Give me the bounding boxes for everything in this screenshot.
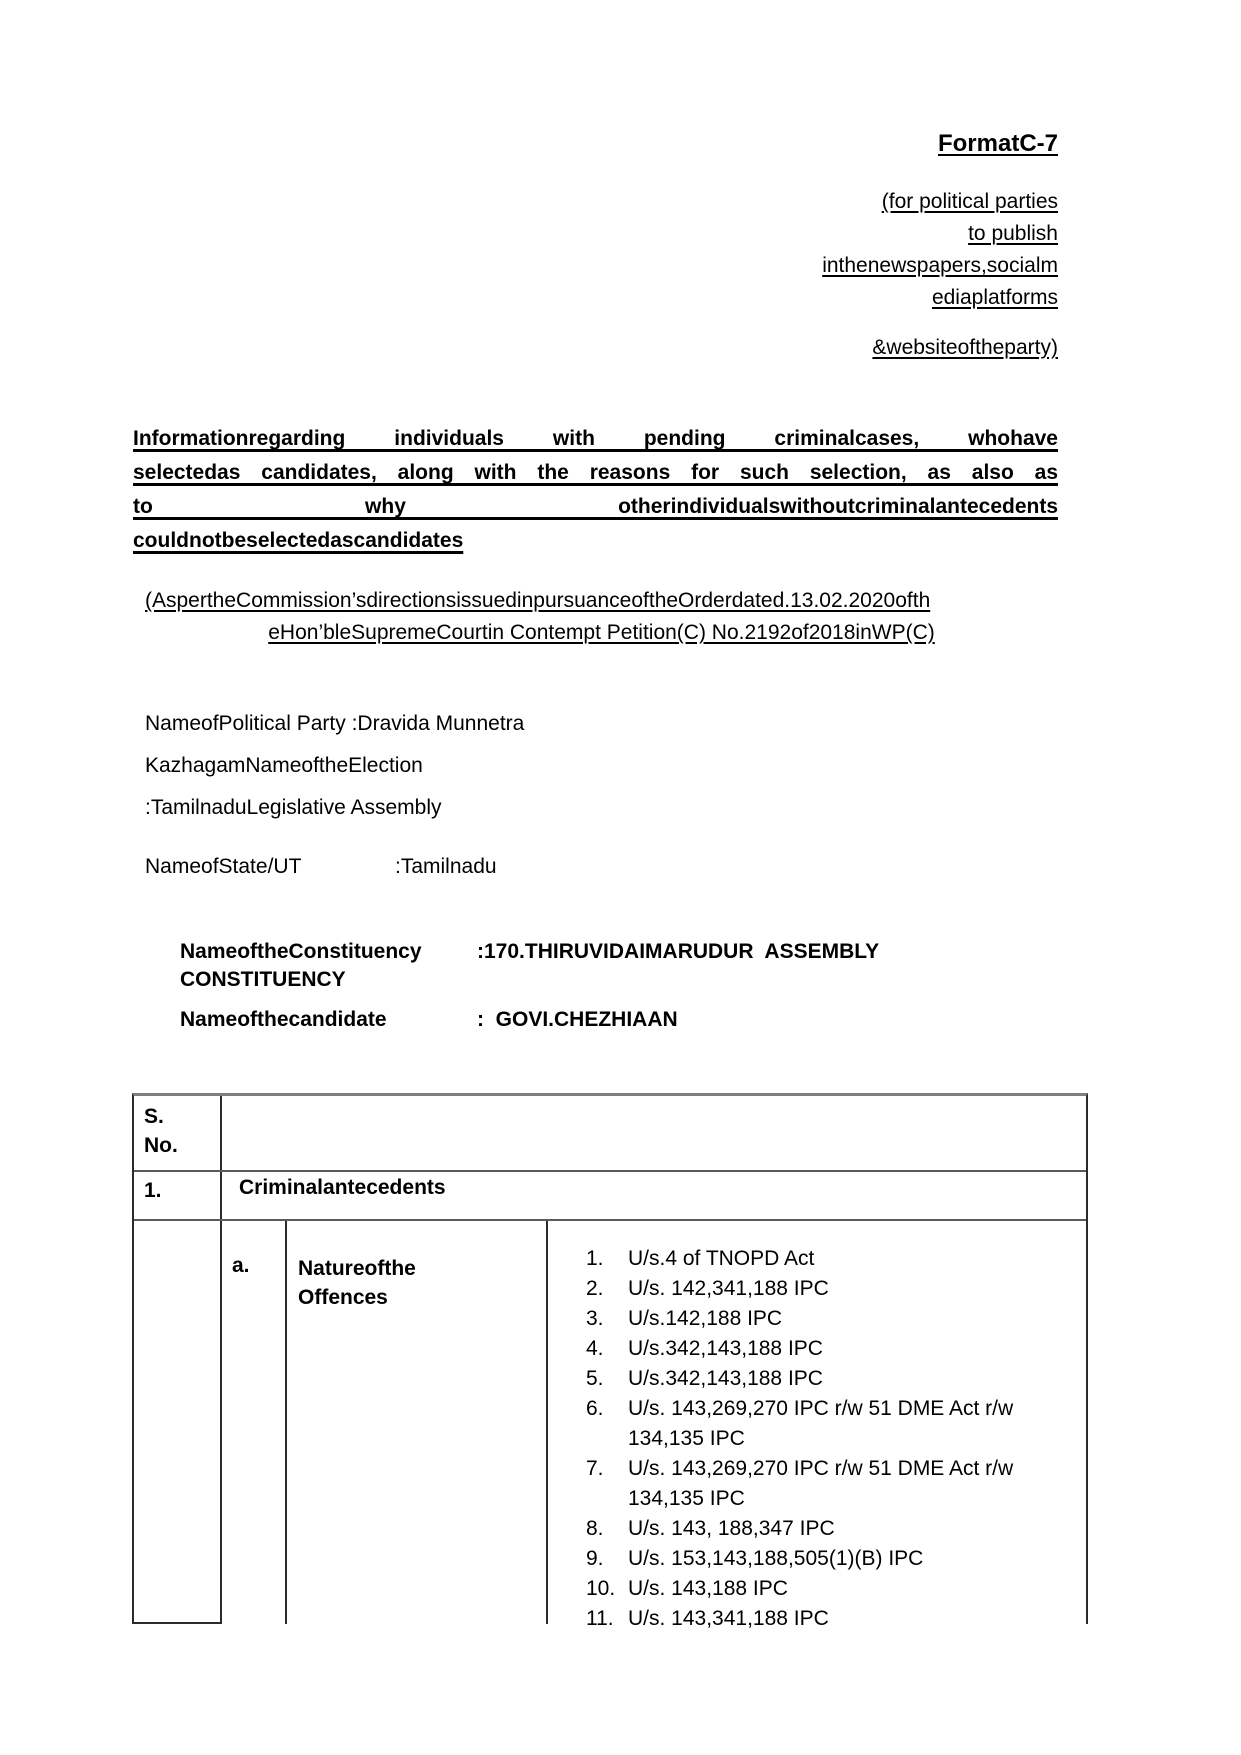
heading-line: to why otherindividualswithoutcriminalantecedents [133,495,1058,518]
row-number-cell: 1. [134,1172,222,1219]
candidate-value: : GOVI.CHEZHIAAN [477,1008,678,1031]
election-name-line: :TamilnaduLegislative Assembly [145,796,442,819]
constituency-label: NameoftheConstituency [180,940,422,963]
offence-number: 10. [586,1577,616,1600]
table-header-row [134,1096,1086,1172]
offence-number: 8. [586,1517,604,1540]
offence-item [586,1574,1086,1604]
table-row [134,1221,1086,1630]
sno-header-cell [134,1096,222,1170]
offence-number: 9. [586,1547,604,1570]
offence-text: U/s.342,143,188 IPC [628,1367,823,1390]
party-name-line: NameofPolitical Party :Dravida Munnetra [145,712,525,735]
party-block [145,703,524,829]
offence-text: U/s. 143, 188,347 IPC [628,1517,835,1540]
offence-item [586,1394,1086,1454]
offence-text: U/s.142,188 IPC [628,1307,783,1330]
order-note-line: (AspertheCommission’sdirectionsissuedinpursuanceoftheOrderdated.13.02.2020ofth [145,589,931,612]
candidate-line [180,1008,678,1032]
offence-item [586,1244,1086,1274]
heading-line: Informationregarding individuals with pending criminalcases, whohave [133,427,1058,450]
heading-line: selectedas candidates, along with the reasons for such selection, as also as [133,461,1058,484]
offence-item [586,1304,1086,1334]
offence-number: 3. [586,1307,604,1330]
publish-note-line: (for political parties [881,190,1058,213]
constituency-value-line2: CONSTITUENCY [180,968,346,991]
offence-text: U/s. 143,341,188 IPC [628,1607,829,1630]
offence-text: U/s. 143,269,270 IPC r/w 51 DME Act r/w 134,135 IPC [628,1397,1014,1450]
header-empty-cell [222,1096,1086,1170]
offence-text: U/s. 153,143,188,505(1)(B) IPC [628,1547,924,1570]
sub-item-label-cell: a. [222,1221,287,1624]
constituency-block [180,938,879,994]
offence-item [586,1274,1086,1304]
state-label: NameofState/UT [145,855,302,878]
website-note: &websiteoftheparty) [872,336,1058,359]
offence-number: 5. [586,1367,604,1390]
publish-note [822,186,1058,314]
format-label: FormatC-7 [937,130,1058,157]
sno-header-line: S. [144,1105,164,1128]
offence-item [586,1514,1086,1544]
antecedents-table [132,1093,1088,1630]
offences-list [548,1221,1086,1630]
offence-item [586,1334,1086,1364]
offence-text: U/s. 143,269,270 IPC r/w 51 DME Act r/w 134,135 IPC [628,1457,1014,1510]
main-heading [133,422,1058,558]
offence-text: U/s.342,143,188 IPC [628,1337,823,1360]
offence-item [586,1604,1086,1634]
offence-number: 11. [586,1607,614,1630]
offence-number: 1. [586,1247,604,1270]
publish-note-line: ediaplatforms [931,286,1058,309]
table-row [134,1172,1086,1221]
state-value: :Tamilnadu [395,855,497,878]
heading-line: couldnotbeselectedascandidates [133,529,464,552]
offence-number: 4. [586,1337,604,1360]
offence-item [586,1364,1086,1394]
order-note [145,585,1058,649]
offence-nature-label-cell [287,1221,548,1624]
offence-number: 6. [586,1397,604,1420]
sno-header-line: No. [144,1134,178,1157]
offence-item [586,1544,1086,1574]
offence-text: U/s.4 of TNOPD Act [628,1247,815,1270]
state-line [145,855,497,879]
publish-note-line: to publish [968,222,1058,245]
offence-nature-line: Natureofthe [298,1257,416,1280]
section-title-cell: Criminalantecedents [239,1176,446,1199]
publish-note-line: inthenewspapers,socialm [822,254,1058,277]
order-note-line: eHon’bleSupremeCourtin Contempt Petition(C) No.2192of2018inWP(C) [268,621,935,644]
empty-sno-cell [134,1221,222,1624]
constituency-value: :170.THIRUVIDAIMARUDUR ASSEMBLY [477,940,880,963]
offence-nature-line: Offences [298,1286,388,1309]
offence-text: U/s. 142,341,188 IPC [628,1277,829,1300]
offence-text: U/s. 143,188 IPC [628,1577,788,1600]
candidate-label: Nameofthecandidate [180,1008,387,1031]
offence-item [586,1454,1086,1514]
party-name-line: KazhagamNameoftheElection [145,754,423,777]
offence-number: 7. [586,1457,604,1480]
offence-number: 2. [586,1277,604,1300]
